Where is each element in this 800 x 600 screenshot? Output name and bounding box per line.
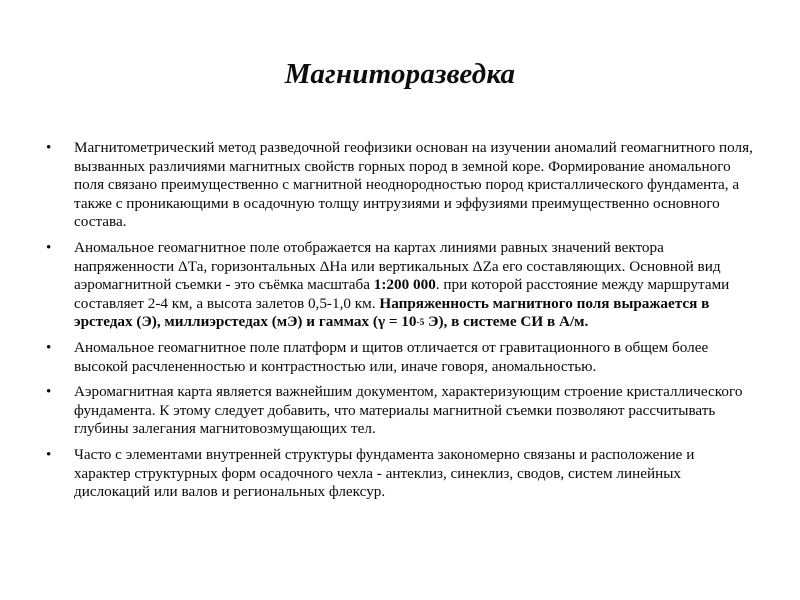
bullet-2-scale-value: 1:200 000 bbox=[373, 276, 436, 294]
bullet-marker-icon: • bbox=[46, 445, 52, 463]
list-item bbox=[42, 383, 754, 439]
bullet-2-bold-tail: Э), в системе СИ в А/м. bbox=[424, 313, 589, 331]
list-item bbox=[42, 339, 754, 376]
bullet-marker-icon: • bbox=[46, 383, 52, 401]
slide-body bbox=[42, 139, 754, 502]
bullet-paragraph-3: Аномальное геомагнитное поле платформ и щитов отличается от гравитационного в общем более высокой расчлененностью и контрастностью или, иначе говоря, аномальностью. bbox=[74, 338, 709, 375]
list-item bbox=[42, 139, 754, 232]
bullet-marker-icon: • bbox=[46, 338, 52, 356]
bullet-paragraph-1: Магнитометрический метод разведочной геофизики основан на изучении аномалий геомагнитного поля, вызванных различиями магнитных свойств горных пород в земной коре. Формирование аномального поля связано преимущественно с магнитной неоднородностью пород кристаллического фундамента, а также с проникающими в осадочную толщу интрузиями и эффузиями преимущественно основного состава. bbox=[74, 139, 753, 231]
bullet-paragraph-4: Аэромагнитная карта является важнейшим документом, характеризующим строение кристаллического фундамента. К этому следует добавить, что материалы магнитной съемки позволяют рассчитывать глубины залегания магнитовозмущающих тел. bbox=[74, 383, 743, 438]
list-item bbox=[42, 239, 754, 332]
bullet-paragraph-2 bbox=[74, 239, 754, 332]
bullet-2-bold-statement: Напряженность магнитного поля выражается в эрстедах (Э), миллиэрстедах (мЭ) и гаммах (γ = 10 bbox=[74, 294, 710, 331]
list-item bbox=[42, 446, 754, 502]
bullet-marker-icon: • bbox=[46, 139, 52, 156]
page-title: Магниторазведка bbox=[284, 58, 516, 91]
bullet-2-exponent: -5 bbox=[416, 318, 425, 329]
bullet-paragraph-5: Часто с элементами внутренней структуры фундамента закономерно связаны и расположение и характер структурных форм осадочного чехла - антеклиз, синеклиз, сводов, систем линейных дислокаций или валов и региональных флексур. bbox=[74, 445, 695, 501]
bullet-2-text-mid: . при которой расстояние между маршрутами составляет 2-4 км, а высота залетов 0,5-1,0 км. bbox=[74, 276, 730, 312]
bullet-marker-icon: • bbox=[46, 238, 52, 256]
bullet-2-text-lead: Аномальное геомагнитное поле отображается на картах линиями равных значений вектора напряженности ΔТа, горизонтальных ΔНа или вертикальных ΔZa его составляющих. Основной вид аэромагнитной съемки - это съёмка масштаба bbox=[74, 238, 721, 294]
